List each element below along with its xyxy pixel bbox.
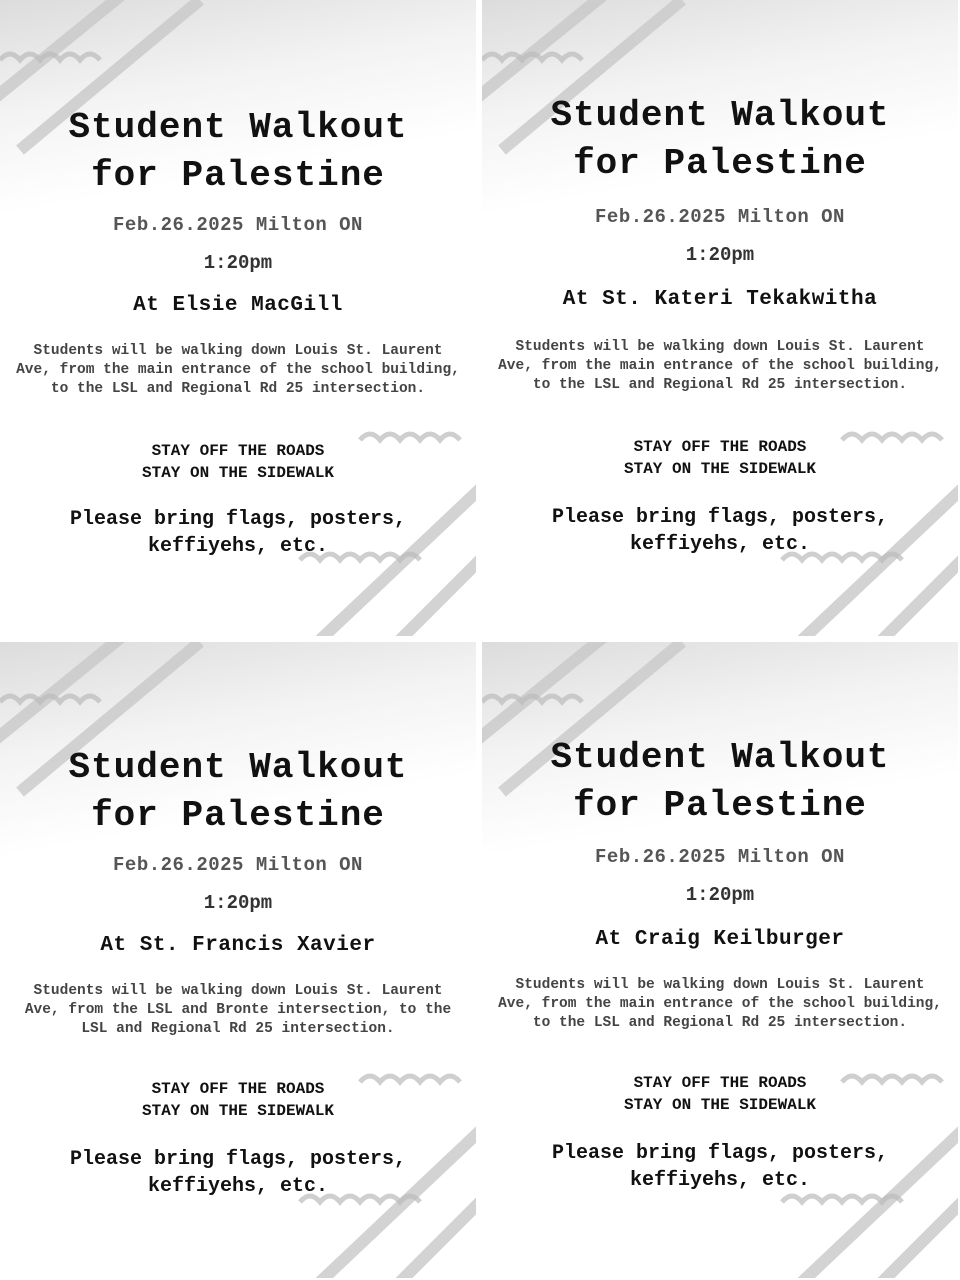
date-location: Feb.26.2025 Milton ON (113, 214, 363, 236)
poster-st-kateri-tekakwitha (482, 0, 958, 636)
warning-roads: STAY OFF THE ROADS (633, 1074, 807, 1092)
school-name: At Elsie MacGill (133, 294, 343, 317)
poster-st-francis-xavier (0, 642, 476, 1278)
bring-items: Please bring flags, posters, keffiyehs, etc. (69, 1148, 407, 1198)
warning-sidewalk: STAY ON THE SIDEWALK (623, 1096, 817, 1114)
poster-title: Student Walkout for Palestine (550, 95, 890, 184)
poster-title: Student Walkout for Palestine (68, 747, 408, 836)
poster-content (0, 642, 476, 1278)
warning-sidewalk: STAY ON THE SIDEWALK (141, 1102, 335, 1120)
event-time: 1:20pm (685, 884, 755, 906)
poster-content (482, 0, 958, 636)
poster-elsie-macgill (0, 0, 476, 636)
date-location: Feb.26.2025 Milton ON (595, 846, 845, 868)
poster-title: Student Walkout for Palestine (550, 737, 890, 826)
route-description: Students will be walking down Louis St. Laurent Ave, from the main entrance of the school building, to the LSL and Regional Rd 25 intersection. (498, 339, 942, 393)
date-location: Feb.26.2025 Milton ON (113, 854, 363, 876)
school-name: At Craig Keilburger (595, 928, 845, 951)
warning-roads: STAY OFF THE ROADS (633, 438, 807, 456)
poster-content (0, 0, 476, 636)
poster-content (482, 642, 958, 1278)
bring-items: Please bring flags, posters, keffiyehs, etc. (551, 1142, 889, 1192)
poster-title: Student Walkout for Palestine (68, 107, 408, 196)
warning-roads: STAY OFF THE ROADS (151, 1080, 325, 1098)
event-time: 1:20pm (203, 252, 273, 274)
warning-sidewalk: STAY ON THE SIDEWALK (141, 464, 335, 482)
bring-items: Please bring flags, posters, keffiyehs, etc. (69, 508, 407, 558)
school-name: At St. Francis Xavier (100, 934, 376, 957)
route-description: Students will be walking down Louis St. Laurent Ave, from the LSL and Bronte intersection, to the LSL and Regional Rd 25 intersection. (24, 983, 452, 1037)
school-name: At St. Kateri Tekakwitha (562, 288, 878, 311)
warning-roads: STAY OFF THE ROADS (151, 442, 325, 460)
date-location: Feb.26.2025 Milton ON (595, 206, 845, 228)
route-description: Students will be walking down Louis St. Laurent Ave, from the main entrance of the school building, to the LSL and Regional Rd 25 intersection. (16, 343, 460, 397)
warning-sidewalk: STAY ON THE SIDEWALK (623, 460, 817, 478)
event-time: 1:20pm (685, 244, 755, 266)
bring-items: Please bring flags, posters, keffiyehs, etc. (551, 506, 889, 556)
route-description: Students will be walking down Louis St. Laurent Ave, from the main entrance of the school building, to the LSL and Regional Rd 25 intersection. (498, 977, 942, 1031)
poster-craig-keilburger (482, 642, 958, 1278)
event-time: 1:20pm (203, 892, 273, 914)
